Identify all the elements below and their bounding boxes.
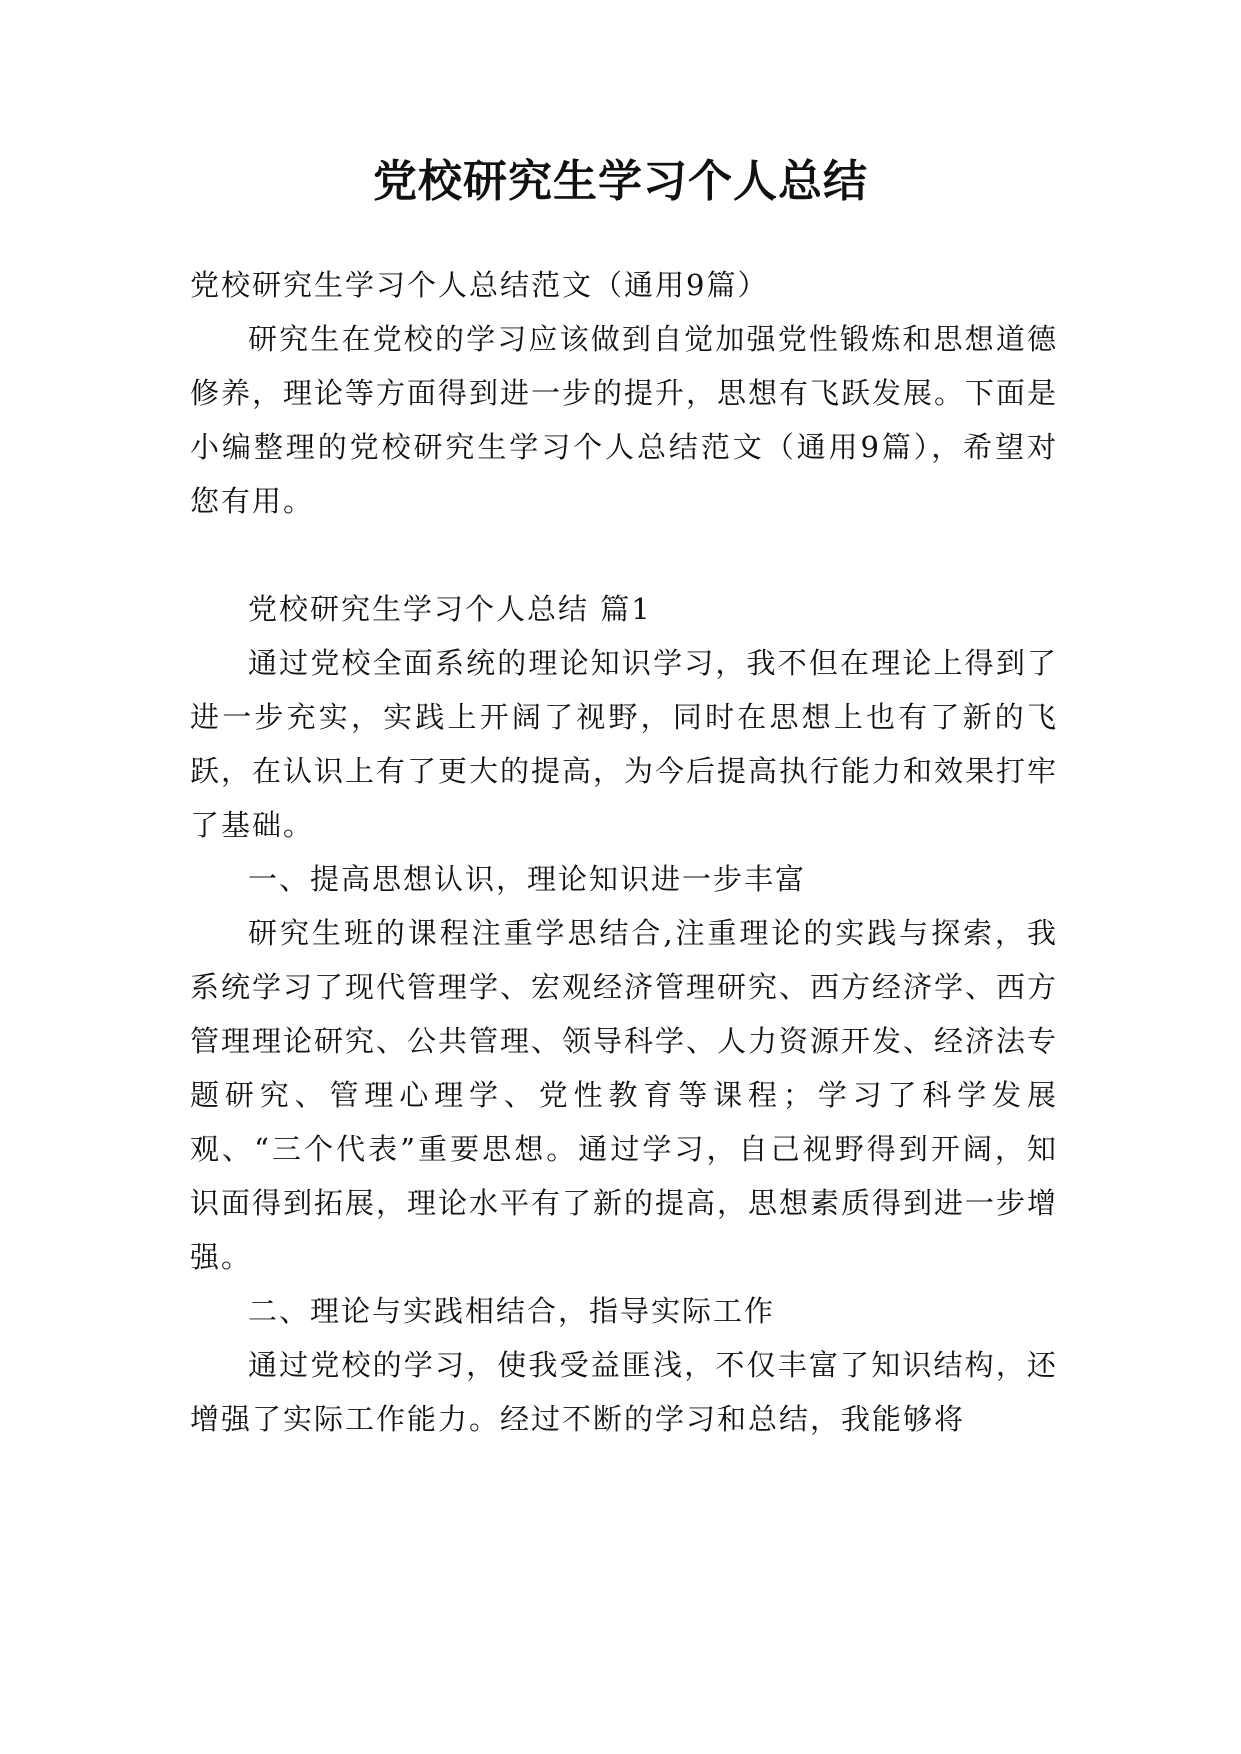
- body-paragraph: 通过党校全面系统的理论知识学习，我不但在理论上得到了进一步充实，实践上开阔了视野，同时在思想上也有了新的飞跃，在认识上有了更大的提高，为今后提高执行能力和效果打牢了基础。: [190, 646, 1059, 842]
- section-spacer: [190, 528, 1058, 582]
- body-paragraph: 研究生班的课程注重学思结合,注重理论的实践与探索，我系统学习了现代管理学、宏观经济管理研究、西方经济学、西方管理理论研究、公共管理、领导科学、人力资源开发、经济法专题研究、管理心理学、党性教育等课程；学习了科学发展观、“三个代表”重要思想。通过学习，自己视野得到开阔，知识面得到拓展，理论水平有了新的提高，思想素质得到进一步增强。: [190, 916, 1059, 1274]
- section-title: 党校研究生学习个人总结 篇1: [248, 592, 652, 626]
- document-subtitle: 党校研究生学习个人总结范文（通用9篇）: [190, 268, 769, 302]
- document-title: 党校研究生学习个人总结: [373, 156, 868, 207]
- subheading-2: 二、理论与实践相结合，指导实际工作: [248, 1294, 776, 1328]
- intro-paragraph: 研究生在党校的学习应该做到自觉加强党性锻炼和思想道德修养，理论等方面得到进一步的提升，思想有飞跃发展。下面是小编整理的党校研究生学习个人总结范文（通用9篇），希望对您有用。: [190, 322, 1059, 518]
- subheading-1: 一、提高思想认识，理论知识进一步丰富: [248, 862, 807, 896]
- body-paragraph: 通过党校的学习，使我受益匪浅，不仅丰富了知识结构，还增强了实际工作能力。经过不断的学习和总结，我能够将: [190, 1348, 1058, 1436]
- document-body: [190, 258, 1058, 1446]
